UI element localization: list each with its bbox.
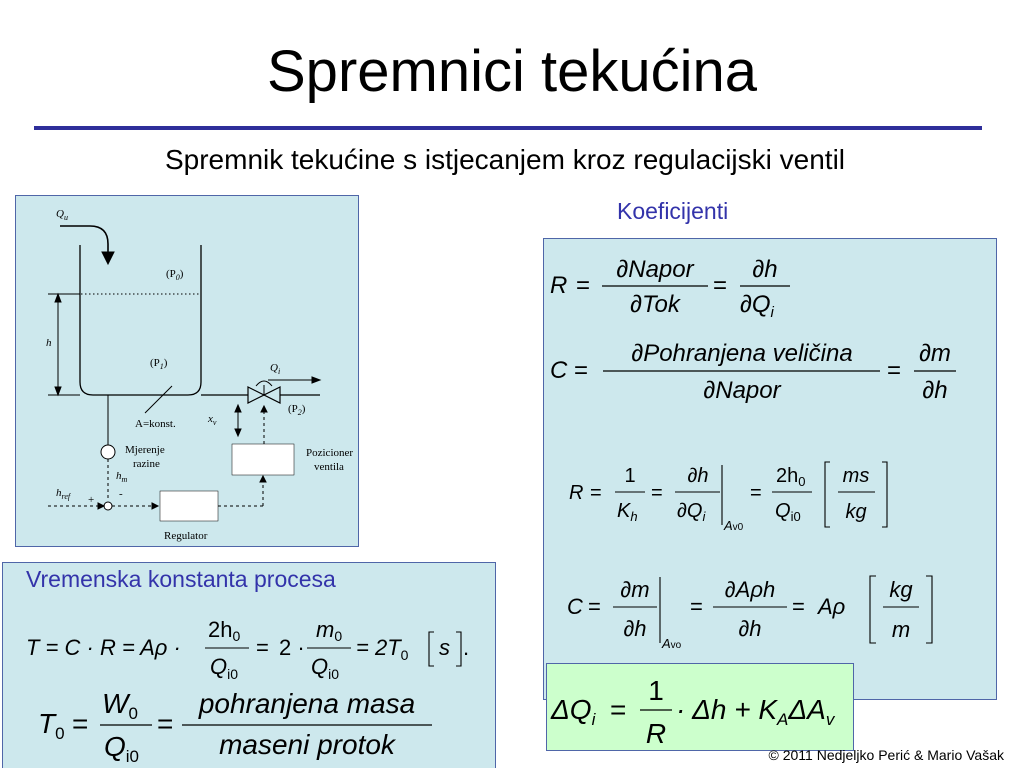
- svg-text:xv: $x_v$: [208, 413, 217, 427]
- control-arrowhead: [260, 476, 266, 482]
- svg-text:(P0): $(P_0)$: [166, 268, 184, 282]
- svg-text:Qi: $Q_i$: [270, 362, 281, 376]
- svg-text:ΔQi: $\Delta Q_i$: [551, 694, 596, 729]
- svg-text:Regulator: Regulator: [164, 530, 208, 542]
- svg-text:=: =: [887, 357, 902, 384]
- svg-text:h: h: [46, 337, 52, 349]
- svg-text:∂Napor: ∂Napor: [703, 377, 781, 404]
- summing-junction-icon: [104, 502, 112, 510]
- formula-time-constant-ratio: [38, 688, 432, 766]
- svg-text:=: =: [574, 357, 589, 384]
- svg-text:Qi0: $Q_{i0}$: [311, 654, 340, 682]
- svg-text:1: 1: [648, 675, 664, 706]
- coefficients-label: Koeficijenti: [617, 198, 729, 224]
- svg-text:Kh: $K_h$: [617, 500, 638, 524]
- formula-R-evaluated: [569, 462, 887, 533]
- svg-text:maseni protok: maseni protok: [219, 729, 395, 760]
- svg-text:-: -: [119, 488, 123, 500]
- svg-text:∂h: ∂h: [752, 256, 778, 283]
- svg-text:= 2T0: = $2T_0$: [356, 635, 409, 663]
- positioner-arrowhead: [261, 406, 267, 412]
- svg-text:1: 1: [624, 465, 636, 487]
- svg-text:=: =: [256, 635, 269, 660]
- svg-text:.: .: [463, 635, 470, 660]
- svg-text:Qi0: $Q_{i0}$: [104, 731, 140, 766]
- svg-text:Av0: Av0: [724, 518, 744, 533]
- svg-text:A=konst.: A=konst.: [135, 418, 176, 430]
- svg-text:=: =: [750, 482, 762, 504]
- svg-text:R: R: [569, 482, 584, 504]
- slide-subtitle: Spremnik tekućine s istjecanjem kroz regulacijski ventil: [164, 144, 846, 175]
- svg-text:Pozicioner: Pozicioner: [306, 447, 354, 459]
- svg-text:Mjerenje: Mjerenje: [125, 444, 165, 456]
- svg-text:T = C · R = Aρ ·: T = C · R = Aρ ·: [26, 635, 181, 660]
- svg-text:ventila: ventila: [314, 461, 344, 473]
- formula-R-definition: [550, 256, 790, 321]
- svg-text:kg: kg: [889, 577, 913, 602]
- svg-text:R: R: [550, 272, 568, 299]
- svg-text:=: =: [690, 594, 703, 619]
- svg-text:∂m: ∂m: [919, 340, 951, 367]
- svg-text:ms: ms: [842, 465, 870, 487]
- outflow-arrowhead: [312, 377, 320, 383]
- svg-text:=: =: [651, 482, 663, 504]
- inflow-arrow: [60, 226, 108, 258]
- svg-text:kg: kg: [845, 501, 867, 523]
- svg-text:href: $h_{ref}$: [56, 487, 71, 501]
- svg-text:∂Qi: $\partial Q_i$: [740, 291, 774, 321]
- svg-text:W0: $W_0$: [102, 688, 138, 723]
- svg-text:∂Pohranjena veličina: ∂Pohranjena veličina: [631, 340, 853, 367]
- formula-C-definition: [550, 340, 956, 404]
- svg-text:2h0: $2h_0$: [776, 465, 806, 489]
- svg-text:Qu: $Q_u$: [56, 208, 68, 222]
- svg-text:· Δh + KAΔAv: · $\Delta h + K_A\Delta A_v$: [676, 694, 835, 729]
- svg-text:Avo: Avo: [662, 636, 682, 651]
- formula-C-evaluated: [567, 576, 932, 651]
- svg-text:=: =: [72, 708, 89, 739]
- svg-text:C: C: [550, 357, 568, 384]
- positioner-block: [232, 444, 294, 475]
- svg-text:∂m: ∂m: [620, 577, 650, 602]
- inflow-arrowhead: [102, 252, 114, 264]
- svg-text:∂Tok: ∂Tok: [630, 291, 680, 318]
- svg-text:∂Aρh: ∂Aρh: [724, 577, 776, 602]
- svg-text:=: =: [576, 272, 591, 299]
- svg-text:Qi0: $Q_{i0}$: [775, 500, 801, 524]
- svg-text:R: R: [645, 718, 667, 749]
- regulator-block: [160, 491, 218, 521]
- svg-text:+: +: [88, 494, 95, 506]
- svg-text:2h0: 2h0: [208, 617, 241, 644]
- area-pointer: [145, 386, 172, 413]
- svg-text:C: C: [567, 594, 583, 619]
- svg-text:=: =: [713, 272, 728, 299]
- svg-text:Aρ: Aρ: [818, 594, 846, 619]
- svg-text:hm: $h_m$: [116, 470, 128, 484]
- svg-text:Qi0: $Q_{i0}$: [210, 654, 239, 682]
- svg-text:m0: m0: [316, 617, 343, 644]
- svg-text:∂h: ∂h: [623, 616, 647, 641]
- svg-text:razine: razine: [133, 458, 160, 470]
- svg-text:=: =: [792, 594, 805, 619]
- svg-text:=: =: [588, 594, 601, 619]
- svg-text:pohranjena masa: pohranjena masa: [198, 688, 416, 719]
- formula-time-constant: [26, 617, 469, 682]
- svg-text:∂Napor: ∂Napor: [616, 256, 694, 283]
- svg-text:∂Qi: $\partial Q_i$: [677, 500, 706, 524]
- svg-text:(P2): $(P_2)$: [288, 403, 306, 417]
- svg-text:∂h: ∂h: [922, 377, 948, 404]
- svg-text:T0: $T_0$: [38, 708, 65, 743]
- time-constant-heading: Vremenska konstanta procesa: [26, 566, 336, 592]
- svg-text:(P1): $(P_1)$: [150, 357, 168, 371]
- slide-title: Spremnici tekućina: [267, 39, 757, 104]
- svg-text:=: =: [157, 708, 174, 739]
- svg-text:m: m: [891, 617, 911, 642]
- svg-text:=: =: [610, 694, 627, 725]
- formula-flow-linearized: [550, 675, 836, 749]
- svg-text:=: =: [590, 482, 602, 504]
- error-arrowhead: [152, 503, 158, 509]
- svg-text:∂h: ∂h: [687, 465, 709, 487]
- svg-text:s: s: [439, 635, 450, 660]
- svg-text:∂h: ∂h: [738, 616, 762, 641]
- level-sensor-icon: [101, 445, 115, 459]
- svg-text:2 ·: 2 ·: [279, 635, 305, 660]
- reference-arrowhead: [98, 503, 104, 509]
- copyright: © 2011 Nedjeljko Perić & Mario Vašak: [768, 747, 1004, 763]
